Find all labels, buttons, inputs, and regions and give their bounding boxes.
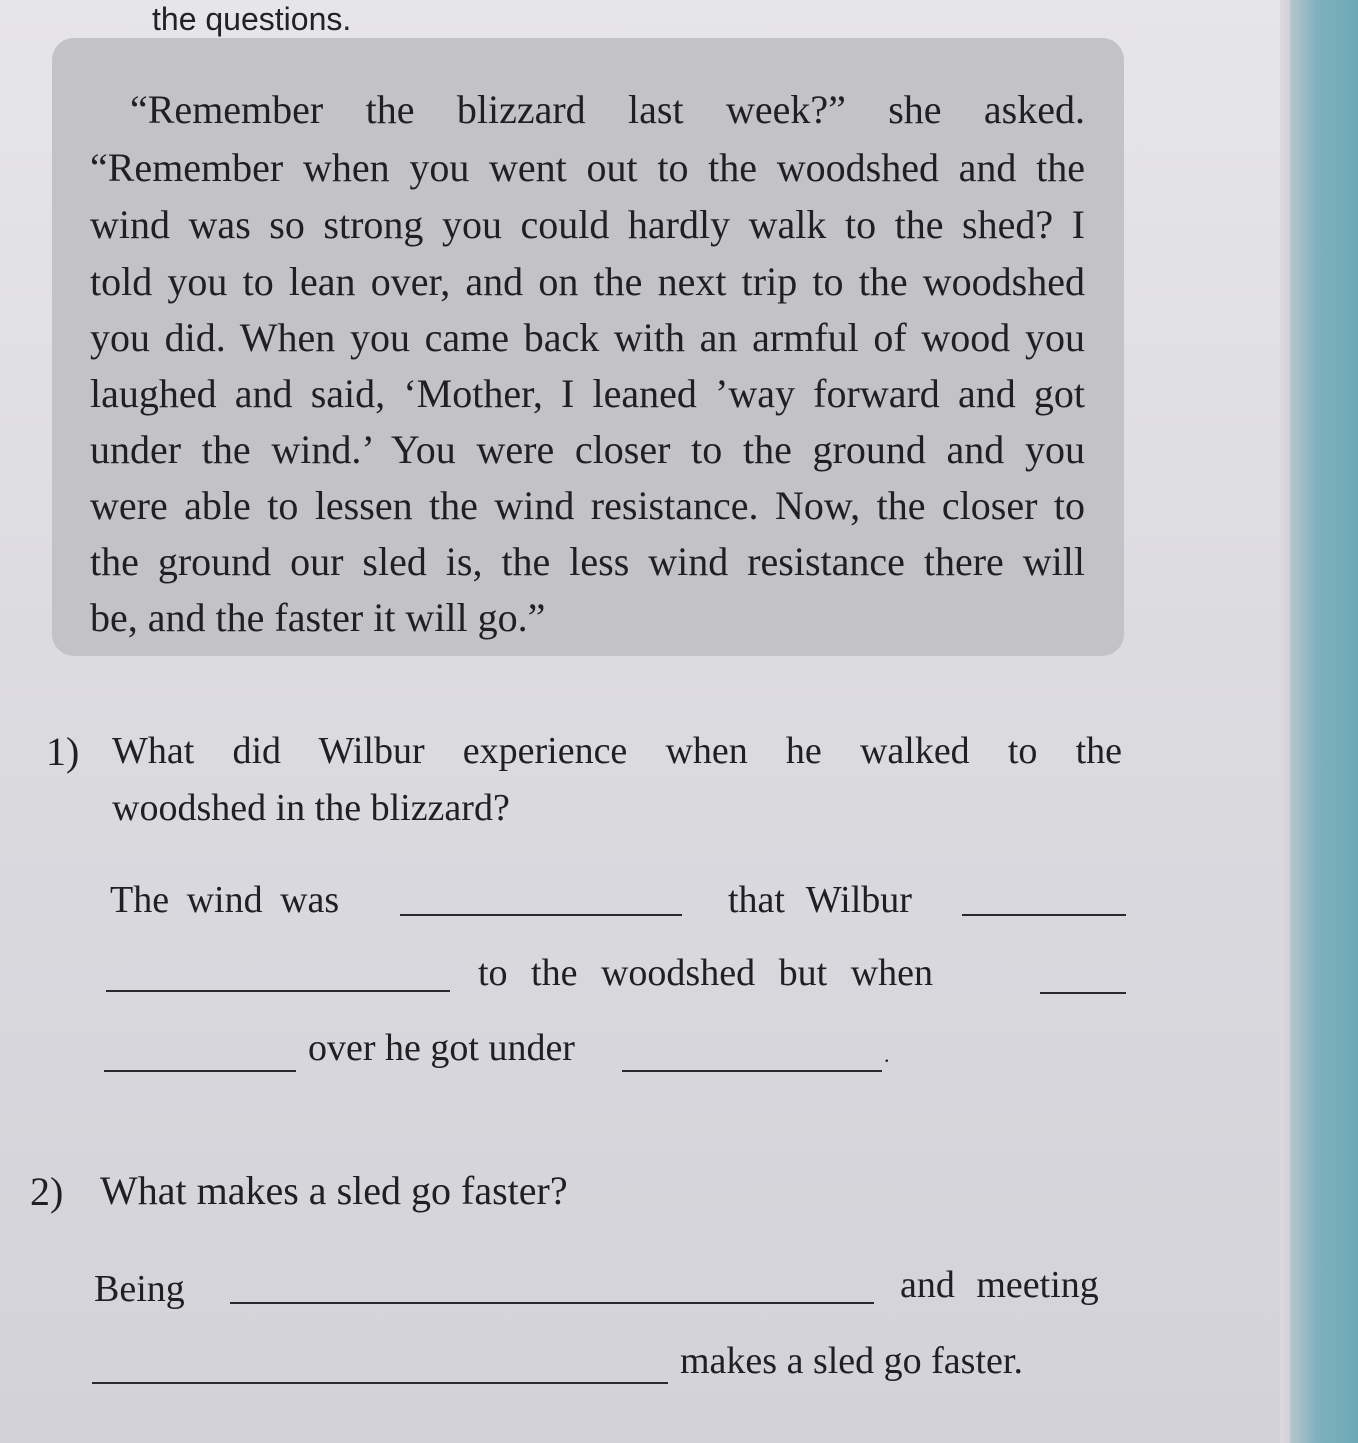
answer-1-period: . [884, 1042, 890, 1067]
answer-1-blank-5[interactable] [104, 1040, 296, 1072]
passage-line: told you to lean over, and on the next trip to the woodshed [90, 259, 1085, 304]
passage-line: “Remember when you went out to the woodshed and the [90, 145, 1085, 190]
answer-1-text: The wind was [110, 879, 340, 921]
answer-1-blank-3[interactable] [106, 960, 450, 992]
passage-line: under the wind.’ You were closer to the ground and you [90, 427, 1085, 472]
answer-1-text: to the woodshed but when [478, 952, 933, 994]
instruction-text: the questions. [152, 1, 352, 37]
answer-2-text: makes a sled go faster. [680, 1340, 1023, 1382]
answer-2-blank-1[interactable] [230, 1272, 874, 1304]
question-1-number: 1) [46, 729, 80, 774]
answer-1-blank-6[interactable] [622, 1040, 882, 1072]
passage-line: laughed and said, ‘Mother, I leaned ’way forward and got [90, 371, 1085, 416]
question-2-number: 2) [30, 1169, 64, 1214]
question-1-text-cont: woodshed in the blizzard? [112, 787, 510, 829]
passage-line: were able to lessen the wind resistance. Now, the closer to [90, 483, 1085, 528]
answer-1-text: over he got under [308, 1027, 575, 1069]
question-2-text: What makes a sled go faster? [100, 1168, 568, 1213]
answer-2-text: and meeting [900, 1264, 1099, 1306]
passage-line: be, and the faster it will go.” [90, 595, 546, 640]
answer-2-blank-2[interactable] [92, 1352, 668, 1384]
answer-1-blank-1[interactable] [400, 884, 682, 916]
answer-2-text: Being [94, 1268, 185, 1310]
passage-line: wind was so strong you could hardly walk to the shed? I [90, 202, 1085, 247]
passage-line: the ground our sled is, the less wind resistance there will [90, 539, 1085, 584]
passage-line: you did. When you came back with an armful of wood you [90, 315, 1085, 360]
question-1-text: What did Wilbur experience when he walked to the [112, 730, 1122, 772]
answer-1-text: that Wilbur [728, 879, 912, 921]
answer-1-blank-2[interactable] [962, 884, 1126, 916]
passage-line: “Remember the blizzard last week?” she asked. [130, 87, 1085, 132]
answer-1-blank-4[interactable] [1040, 962, 1126, 994]
background-surface [1290, 0, 1358, 1443]
